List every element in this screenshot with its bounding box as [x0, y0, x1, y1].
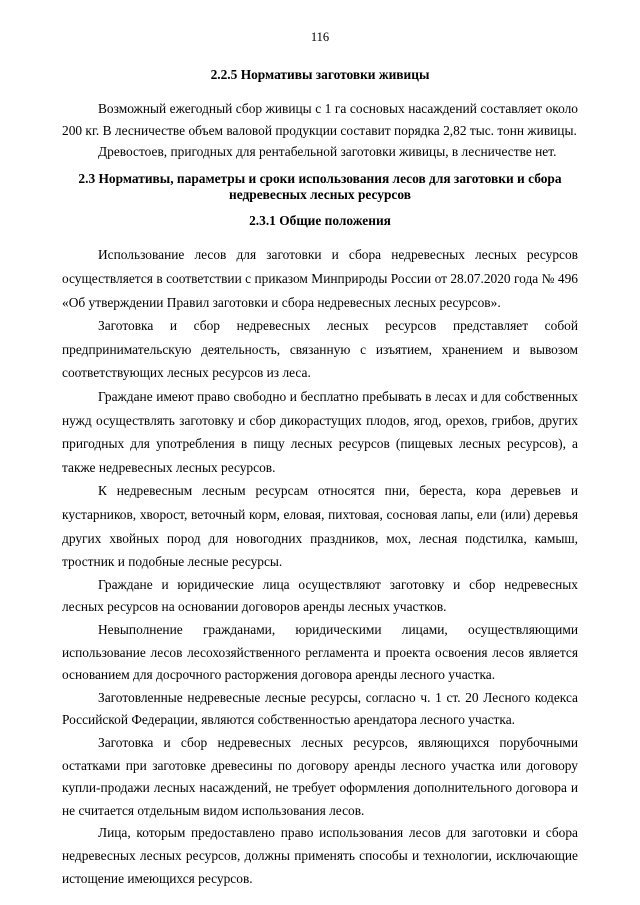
paragraph: Заготовка и сбор недревесных лесных ресурсов представляет собой предпринимательскую деятельность, связанную с изъятием, хранением и вывозом соответствующих лесных ресурсов из леса.	[62, 318, 578, 381]
page-number: 116	[310, 30, 330, 44]
paragraph: Древостоев, пригодных для рентабельной заготовки живицы, в лесничестве нет.	[98, 143, 557, 159]
page-content	[62, 64, 578, 890]
paragraph: Заготовленные недревесные лесные ресурсы, согласно ч. 1 ст. 20 Лесного кодекса Российской Федерации, являются собственностью арендатора лесного участка.	[62, 689, 578, 728]
paragraph: Лица, которым предоставлено право использования лесов для заготовки и сбора недревесных лесных ресурсов, должны применять способы и технологии, исключающие истощение имеющихся ресурсов.	[62, 825, 578, 886]
paragraph: Граждане и юридические лица осуществляют заготовку и сбор недревесных лесных ресурсов на основании договоров аренды лесных участков.	[62, 576, 578, 615]
paragraph: Возможный ежегодный сбор живицы с 1 га сосновых насаждений составляет около 200 кг. В лесничестве объем валовой продукции составит порядка 2,82 тыс. тонн живицы.	[62, 101, 578, 138]
section-heading-2-3: 2.3 Нормативы, параметры и сроки использования лесов для заготовки и сбора недревесных лесных ресурсов	[78, 171, 562, 203]
section-heading-2-3-1: 2.3.1 Общие положения	[249, 213, 391, 229]
paragraph: Граждане имеют право свободно и бесплатно пребывать в лесах и для собственных нужд осуществлять заготовку и сбор дикорастущих плодов, ягод, орехов, грибов, других пригодных для употребления в пищу лесных ресурсов (пищевых лесных ресурсов), а также недревесных лесных ресурсов.	[62, 389, 578, 475]
section-heading-2-2-5: 2.2.5 Нормативы заготовки живицы	[210, 67, 430, 82]
paragraph: Использование лесов для заготовки и сбора недревесных лесных ресурсов осуществляется в соответствии с приказом Минприроды России от 28.07.2020 года № 496 «Об утверждении Правил заготовки и сбора недревесных лесных ресурсов».	[62, 247, 578, 310]
paragraph: К недревесным лесным ресурсам относятся пни, береста, кора деревьев и кустарников, хворост, веточный корм, еловая, пихтовая, сосновая лапы, ели (или) деревья других хвойных пород для новогодних праздников, мох, лесная подстилка, камыш, тростник и подобные лесные ресурсы.	[62, 483, 578, 570]
paragraph: Заготовка и сбор недревесных лесных ресурсов, являющихся порубочными остатками при заготовке древесины по договору аренды лесного участка или договору купли-продажи лесных насаждений, не требует оформления дополнительного договора и не считается отдельным видом использования лесов.	[62, 734, 578, 818]
paragraph: Невыполнение гражданами, юридическими лицами, осуществляющими использование лесов лесохозяйственного регламента и проекта освоения лесов является основанием для досрочного расторжения договора аренды лесного участка.	[62, 621, 578, 683]
